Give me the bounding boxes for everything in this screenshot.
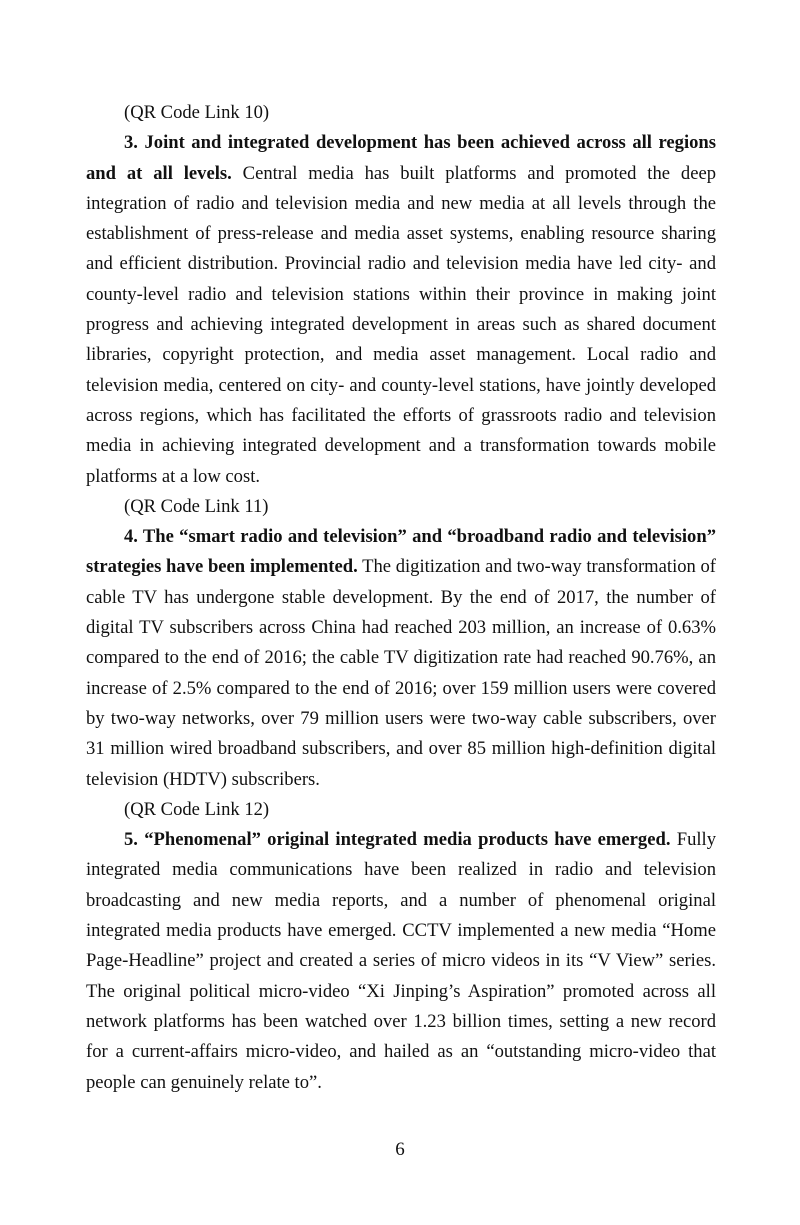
paragraph-body: Fully integrated media communications have been realized in radio and television broadcasting and new media reports, and a number of phenomenal original integrated media products have emerged. CCTV implemented a new media “Home Page-Headline” project and created a series of micro videos in its “V View” series. The original political micro-video “Xi Jinping’s Aspiration” promoted across all network platforms has been watched over 1.23 billion times, setting a new record for a current-affairs micro-video, and hailed as an “outstanding micro-video that people can genuinely relate to”. xyxy=(86,829,716,1093)
paragraph-body: The digitization and two-way transformation of cable TV has undergone stable development. By the end of 2017, the number of digital TV subscribers across China had reached 203 million, an increase of 0.63% compared to the end of 2016; the cable TV digitization rate had reached 90.76%, an increase of 2.5% compared to the end of 2016; over 159 million users were covered by two-way networks, over 79 million users were two-way cable subscribers, over 31 million wired broadband subscribers, and over 85 million high-definition digital television (HDTV) subscribers. xyxy=(86,556,717,790)
paragraph-smart-broadband-strategies xyxy=(86,522,716,795)
page-number: 6 xyxy=(395,1139,405,1160)
paragraph-heading: 5. “Phenomenal” original integrated media products have emerged. xyxy=(124,829,671,851)
qr-code-link-11: (QR Code Link 11) xyxy=(124,495,269,517)
qr-code-link-10: (QR Code Link 10) xyxy=(124,102,270,123)
body-text xyxy=(86,98,716,1098)
paragraph-heading: 3. Joint and integrated development has been achieved across all regions and at all levels. xyxy=(86,132,716,184)
paragraph-phenomenal-media-products xyxy=(86,825,716,1098)
paragraph-heading: 4. The “smart radio and television” and “broadband radio and television” strategies have been implemented. xyxy=(86,526,716,578)
qr-code-link-12: (QR Code Link 12) xyxy=(124,798,270,820)
paragraph-body: Central media has built platforms and promoted the deep integration of radio and television media and new media at all levels through the establishment of press-release and media asset systems, enabling resource sharing and efficient distribution. Provincial radio and television media have led city- and county-level radio and television stations within their province in making joint progress and achieving integrated development in areas such as shared document libraries, copyright protection, and media asset management. Local radio and television media, centered on city- and county-level stations, have jointly developed across regions, which has facilitated the efforts of grassroots radio and television media in achieving integrated development and a transformation towards mobile platforms at a low cost. xyxy=(86,162,716,487)
paragraph-joint-integrated-development xyxy=(86,128,716,492)
